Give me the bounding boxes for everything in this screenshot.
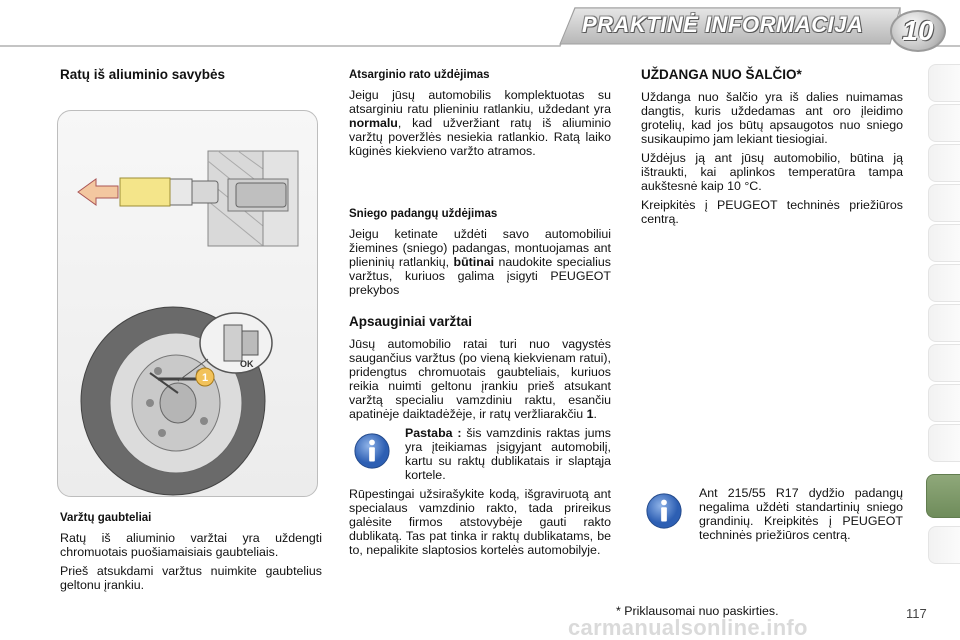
snow-chains-text: Ant 215/55 R17 dydžio padangų negalima uždėti standartinių sniego grandinių. Kreipkitės į PEUGEOT techninės priežiūros centrą. xyxy=(699,486,903,542)
wheel-bolt-illustration xyxy=(57,110,318,497)
wheel-detail xyxy=(81,307,272,495)
locking-bolts-paragraph: Jūsų automobilio ratai turi nuo vagystės saugančius varžtus (po vieną kiekvienam ratui), pridengtus chromuotais gaubteliais, kuriuos reikia nuimti geltonu įrankiu prieš atsukant varžtą specialiu vamzdiniu raktu, esančiu apatinėje daiktadėžėje, ir ratų veržliarakčiu 1. xyxy=(349,337,611,421)
wrench-callout-number: 1 xyxy=(201,372,209,384)
ok-label: OK xyxy=(240,359,254,369)
chapter-title: PRAKTINĖ INFORMACIJA xyxy=(582,12,864,37)
snow-tyres-paragraph: Jeigu ketinate uždėti savo automobiliui žiemines (sniego) padangas, montuojamas ant plieninių ratlankių, būtinai naudokite specialius varžtus, kuriuos galima įsigyti PEUGEOT prekybos xyxy=(349,227,611,297)
note-block xyxy=(349,426,611,487)
snow-tyres-heading: Sniego padangų uždėjimas xyxy=(349,208,498,220)
chapter-tab[interactable] xyxy=(928,64,960,102)
chapter-tab[interactable] xyxy=(928,526,960,564)
left-column xyxy=(60,68,322,90)
info-icon xyxy=(353,432,391,470)
chapter-tab[interactable] xyxy=(928,384,960,422)
watermark: carmanualsonline.info xyxy=(568,615,808,640)
caps-paragraph-1: Ratų iš aliuminio varžtai yra uždengti chromuotais puošiamaisiais gaubteliais. xyxy=(60,531,322,559)
locking-bolts-heading: Apsauginiai varžtai xyxy=(349,314,473,329)
page-number: 117 xyxy=(906,606,927,621)
chapter-number-badge: 10 xyxy=(890,10,946,52)
note-paragraph-2: Rūpestingai užsirašykite kodą, išgraviruotą ant specialaus vamzdinio rakto, tada prireikus galėsite firmos atstovybėje gauti rakto dublikatą. Tas pat tinka ir raktų dublikatams, be to, nepalikite slaptosios kortelės automobilyje. xyxy=(349,487,611,557)
info-icon xyxy=(645,492,683,530)
right-column xyxy=(641,68,903,231)
chapter-tab-active[interactable] xyxy=(926,474,960,518)
chapter-tab[interactable] xyxy=(928,104,960,142)
cap-removal-detail xyxy=(78,151,298,246)
locking-bolts-section xyxy=(349,315,611,562)
section-title: Ratų iš aliuminio savybės xyxy=(60,67,226,82)
header-band xyxy=(0,0,960,54)
snow-tyres-section xyxy=(349,207,611,302)
spare-wheel-paragraph: Jeigu jūsų automobilis komplektuotas su atsarginiu ratu plieniniu ratlankiu, uždedant yra normalu, kad užveržiant ratų iš aliuminio varžtų poveržlės nesiekia ratlankio. Ratą laiko kūginės kiekvieno varžto atramos. xyxy=(349,88,611,158)
cold-climate-paragraph-2: Uždėjus ją ant jūsų automobilio, būtina ją ištraukti, kai aplinkos temperatūra tampa aukštesnė kaip 10 °C. xyxy=(641,151,903,193)
wheel-bolt-drawing xyxy=(58,111,318,497)
cold-climate-paragraph-1: Uždanga nuo šalčio yra iš dalies nuimamas dangtis, kuris uždedamas ant oro įleidimo grotelių, kad jos būtų apsaugotos nuo sniego susikaupimo jam lekiant tiesiogiai. xyxy=(641,90,903,146)
note-paragraph: Pastaba : šis vamzdinis raktas jums yra įteikiamas įsigyjant automobilį, kartu su raktų dublikatais ir slaptąja kortele. xyxy=(405,426,612,482)
snow-chains-icon-slot xyxy=(641,486,689,546)
cold-climate-paragraph-3: Kreipkitės į PEUGEOT techninės priežiūros centrą. xyxy=(641,198,903,226)
cold-climate-heading: UŽDANGA NUO ŠALČIO* xyxy=(641,67,802,82)
chapter-tab[interactable] xyxy=(928,304,960,342)
chapter-tab[interactable] xyxy=(928,424,960,462)
spare-wheel-heading: Atsarginio rato uždėjimas xyxy=(349,69,490,81)
caps-section xyxy=(60,511,322,597)
chapter-tab[interactable] xyxy=(928,344,960,382)
chapter-tab[interactable] xyxy=(928,264,960,302)
note-icon-slot xyxy=(349,426,397,482)
chapter-tab[interactable] xyxy=(928,184,960,222)
middle-column xyxy=(349,68,611,163)
footnote: * Priklausomai nuo paskirties. xyxy=(616,604,779,618)
chapter-tab[interactable] xyxy=(928,144,960,182)
caps-heading: Varžtų gaubteliai xyxy=(60,512,152,524)
chapter-tabs xyxy=(928,64,960,574)
snow-chains-note xyxy=(641,486,903,547)
chapter-tab[interactable] xyxy=(928,224,960,262)
caps-paragraph-2: Prieš atsukdami varžtus nuimkite gaubtelius geltonu įrankiu. xyxy=(60,564,322,592)
